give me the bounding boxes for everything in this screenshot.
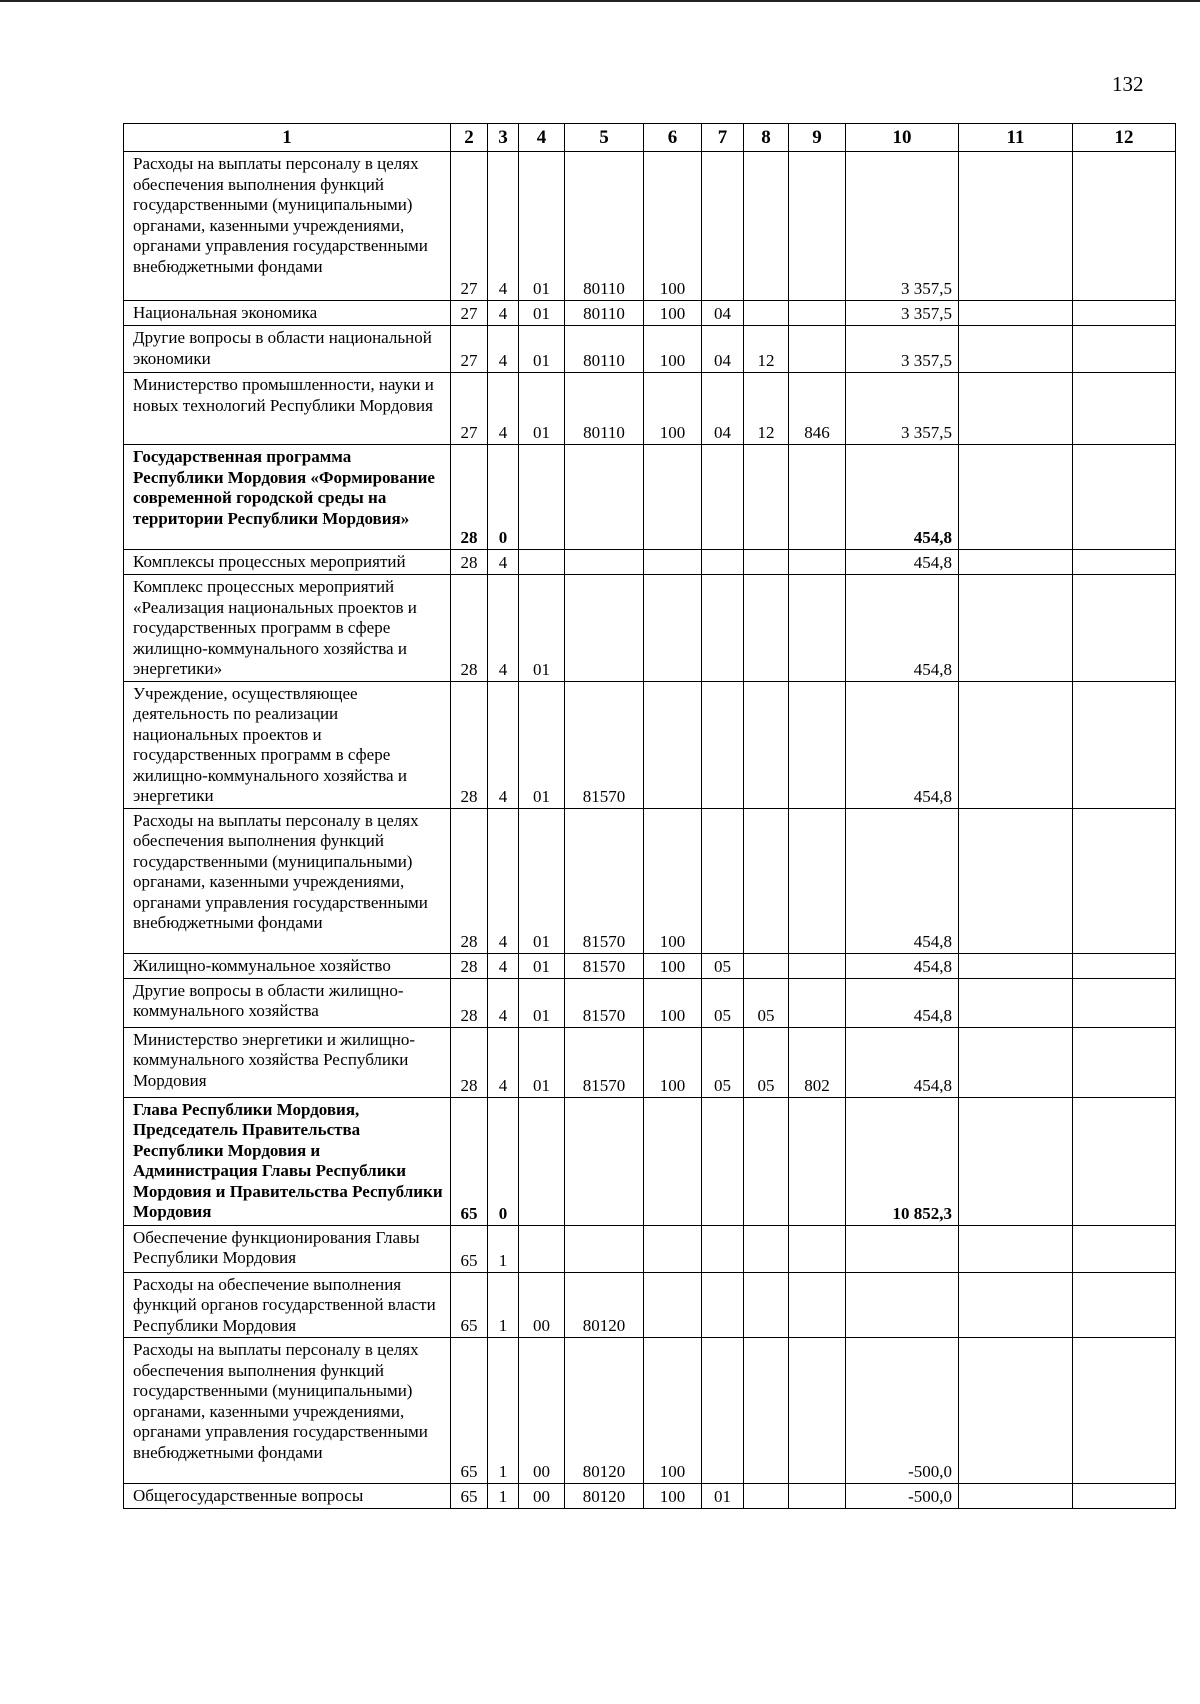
row-cell-4: 01 bbox=[519, 373, 565, 445]
row-cell-4: 00 bbox=[519, 1484, 565, 1509]
row-cell-7 bbox=[702, 681, 744, 808]
row-cell-5: 81570 bbox=[565, 1027, 644, 1097]
column-header: 10 bbox=[846, 124, 959, 152]
row-cell-9 bbox=[789, 445, 846, 550]
table-row bbox=[124, 326, 1176, 373]
row-cell-7: 05 bbox=[702, 978, 744, 1027]
column-header: 8 bbox=[744, 124, 789, 152]
row-cell-8 bbox=[744, 1272, 789, 1338]
row-cell-11 bbox=[959, 681, 1073, 808]
row-cell-3: 4 bbox=[488, 373, 519, 445]
row-cell-9 bbox=[789, 550, 846, 575]
table-row bbox=[124, 808, 1176, 953]
row-cell-8: 12 bbox=[744, 373, 789, 445]
row-cell-6 bbox=[644, 550, 702, 575]
row-cell-2: 65 bbox=[451, 1484, 488, 1509]
row-cell-11 bbox=[959, 445, 1073, 550]
row-cell-2: 28 bbox=[451, 953, 488, 978]
row-cell-2: 65 bbox=[451, 1225, 488, 1272]
row-cell-2: 28 bbox=[451, 445, 488, 550]
row-cell-8 bbox=[744, 953, 789, 978]
row-cell-2: 27 bbox=[451, 152, 488, 301]
row-cell-6: 100 bbox=[644, 301, 702, 326]
row-cell-5: 81570 bbox=[565, 978, 644, 1027]
column-header: 12 bbox=[1073, 124, 1176, 152]
table-row bbox=[124, 1225, 1176, 1272]
row-cell-10: 454,8 bbox=[846, 953, 959, 978]
row-cell-7: 04 bbox=[702, 326, 744, 373]
table-row bbox=[124, 550, 1176, 575]
row-cell-11 bbox=[959, 953, 1073, 978]
row-cell-5 bbox=[565, 1097, 644, 1225]
row-cell-12 bbox=[1073, 1484, 1176, 1509]
row-cell-7: 01 bbox=[702, 1484, 744, 1509]
row-cell-9 bbox=[789, 978, 846, 1027]
row-cell-7: 05 bbox=[702, 1027, 744, 1097]
row-cell-3: 4 bbox=[488, 301, 519, 326]
row-cell-7 bbox=[702, 445, 744, 550]
row-cell-9 bbox=[789, 1484, 846, 1509]
row-cell-11 bbox=[959, 978, 1073, 1027]
row-cell-10: 454,8 bbox=[846, 550, 959, 575]
row-cell-7: 04 bbox=[702, 373, 744, 445]
column-header: 5 bbox=[565, 124, 644, 152]
row-cell-10 bbox=[846, 1272, 959, 1338]
table-row bbox=[124, 152, 1176, 301]
row-cell-2: 65 bbox=[451, 1272, 488, 1338]
row-cell-9 bbox=[789, 152, 846, 301]
table-row bbox=[124, 1338, 1176, 1484]
row-cell-7 bbox=[702, 808, 744, 953]
row-cell-6 bbox=[644, 575, 702, 682]
row-name-cell: Учреждение, осуществляющее деятельность по реализации национальных проектов и государственных программ в сфере жилищно-коммунального хозяйства и энергетики bbox=[124, 681, 451, 808]
row-cell-4 bbox=[519, 1225, 565, 1272]
row-name-cell: Общегосударственные вопросы bbox=[124, 1484, 451, 1509]
row-cell-2: 28 bbox=[451, 550, 488, 575]
row-cell-9 bbox=[789, 1272, 846, 1338]
row-cell-2: 27 bbox=[451, 301, 488, 326]
table-row bbox=[124, 1484, 1176, 1509]
row-cell-3: 4 bbox=[488, 681, 519, 808]
row-cell-4: 01 bbox=[519, 301, 565, 326]
row-cell-12 bbox=[1073, 953, 1176, 978]
row-cell-6: 100 bbox=[644, 1484, 702, 1509]
row-cell-5: 80110 bbox=[565, 152, 644, 301]
row-cell-3: 4 bbox=[488, 1027, 519, 1097]
row-cell-5: 81570 bbox=[565, 953, 644, 978]
row-cell-10: 454,8 bbox=[846, 808, 959, 953]
row-cell-9 bbox=[789, 1338, 846, 1484]
row-cell-7 bbox=[702, 1225, 744, 1272]
row-cell-9: 802 bbox=[789, 1027, 846, 1097]
row-cell-4: 01 bbox=[519, 152, 565, 301]
row-name-cell: Министерство энергетики и жилищно-коммунального хозяйства Республики Мордовия bbox=[124, 1027, 451, 1097]
row-cell-4 bbox=[519, 1097, 565, 1225]
row-cell-10: 454,8 bbox=[846, 575, 959, 682]
row-cell-5 bbox=[565, 550, 644, 575]
row-cell-5: 80120 bbox=[565, 1484, 644, 1509]
row-cell-8: 12 bbox=[744, 326, 789, 373]
row-name-cell: Министерство промышленности, науки и новых технологий Республики Мордовия bbox=[124, 373, 451, 445]
row-name-cell: Жилищно-коммунальное хозяйство bbox=[124, 953, 451, 978]
column-header: 9 bbox=[789, 124, 846, 152]
row-cell-11 bbox=[959, 1484, 1073, 1509]
row-cell-4: 01 bbox=[519, 808, 565, 953]
table-row bbox=[124, 445, 1176, 550]
row-cell-10: 3 357,5 bbox=[846, 326, 959, 373]
row-cell-4: 01 bbox=[519, 978, 565, 1027]
row-name-cell: Расходы на выплаты персоналу в целях обеспечения выполнения функций государственными (муниципальными) органами, казенными учреждениями, органами управления государственными внебюджетными фондами bbox=[124, 1338, 451, 1484]
row-cell-3: 4 bbox=[488, 978, 519, 1027]
row-cell-5 bbox=[565, 1225, 644, 1272]
row-cell-8 bbox=[744, 808, 789, 953]
row-cell-4: 00 bbox=[519, 1338, 565, 1484]
row-cell-7: 04 bbox=[702, 301, 744, 326]
row-cell-6: 100 bbox=[644, 1338, 702, 1484]
row-cell-8 bbox=[744, 575, 789, 682]
row-cell-9 bbox=[789, 1225, 846, 1272]
table-row bbox=[124, 681, 1176, 808]
row-cell-11 bbox=[959, 326, 1073, 373]
table-row bbox=[124, 1272, 1176, 1338]
row-cell-3: 4 bbox=[488, 550, 519, 575]
row-cell-6 bbox=[644, 1272, 702, 1338]
row-cell-11 bbox=[959, 1097, 1073, 1225]
row-cell-8 bbox=[744, 301, 789, 326]
row-cell-11 bbox=[959, 373, 1073, 445]
row-name-cell: Государственная программа Республики Мордовия «Формирование современной городской среды на территории Республики Мордовия» bbox=[124, 445, 451, 550]
row-cell-4: 01 bbox=[519, 953, 565, 978]
row-cell-10: 454,8 bbox=[846, 1027, 959, 1097]
row-cell-4: 01 bbox=[519, 1027, 565, 1097]
row-cell-6: 100 bbox=[644, 953, 702, 978]
row-cell-11 bbox=[959, 550, 1073, 575]
row-cell-7 bbox=[702, 1338, 744, 1484]
row-cell-3: 4 bbox=[488, 152, 519, 301]
row-cell-3: 4 bbox=[488, 326, 519, 373]
row-cell-12 bbox=[1073, 1027, 1176, 1097]
column-header: 7 bbox=[702, 124, 744, 152]
row-cell-3: 1 bbox=[488, 1272, 519, 1338]
row-cell-6 bbox=[644, 445, 702, 550]
row-cell-9 bbox=[789, 301, 846, 326]
row-cell-2: 28 bbox=[451, 808, 488, 953]
row-cell-6: 100 bbox=[644, 1027, 702, 1097]
row-name-cell: Обеспечение функционирования Главы Республики Мордовия bbox=[124, 1225, 451, 1272]
row-cell-10: 10 852,3 bbox=[846, 1097, 959, 1225]
table-row bbox=[124, 575, 1176, 682]
row-cell-7 bbox=[702, 1272, 744, 1338]
row-cell-8 bbox=[744, 1225, 789, 1272]
row-cell-11 bbox=[959, 301, 1073, 326]
column-header: 11 bbox=[959, 124, 1073, 152]
row-cell-9 bbox=[789, 326, 846, 373]
budget-table bbox=[123, 123, 1176, 1509]
row-cell-9 bbox=[789, 1097, 846, 1225]
row-cell-5: 81570 bbox=[565, 808, 644, 953]
row-cell-8 bbox=[744, 1484, 789, 1509]
column-header: 1 bbox=[124, 124, 451, 152]
row-cell-8 bbox=[744, 152, 789, 301]
row-cell-2: 28 bbox=[451, 575, 488, 682]
row-cell-8: 05 bbox=[744, 978, 789, 1027]
row-cell-8 bbox=[744, 550, 789, 575]
table-row bbox=[124, 1027, 1176, 1097]
column-header: 3 bbox=[488, 124, 519, 152]
row-cell-3: 4 bbox=[488, 575, 519, 682]
row-cell-5: 80120 bbox=[565, 1338, 644, 1484]
row-cell-12 bbox=[1073, 373, 1176, 445]
row-cell-6: 100 bbox=[644, 152, 702, 301]
row-cell-12 bbox=[1073, 978, 1176, 1027]
row-cell-7 bbox=[702, 1097, 744, 1225]
row-cell-12 bbox=[1073, 301, 1176, 326]
row-name-cell: Расходы на выплаты персоналу в целях обеспечения выполнения функций государственными (муниципальными) органами, казенными учреждениями, органами управления государственными внебюджетными фондами bbox=[124, 808, 451, 953]
row-cell-6 bbox=[644, 681, 702, 808]
row-cell-10: 3 357,5 bbox=[846, 152, 959, 301]
row-cell-5: 80110 bbox=[565, 373, 644, 445]
row-cell-12 bbox=[1073, 1225, 1176, 1272]
row-cell-10: -500,0 bbox=[846, 1338, 959, 1484]
row-name-cell: Другие вопросы в области национальной экономики bbox=[124, 326, 451, 373]
row-cell-3: 1 bbox=[488, 1484, 519, 1509]
row-cell-11 bbox=[959, 1272, 1073, 1338]
row-cell-3: 4 bbox=[488, 808, 519, 953]
row-name-cell: Национальная экономика bbox=[124, 301, 451, 326]
row-cell-11 bbox=[959, 808, 1073, 953]
column-header: 2 bbox=[451, 124, 488, 152]
table-row bbox=[124, 301, 1176, 326]
row-cell-7: 05 bbox=[702, 953, 744, 978]
header-row bbox=[124, 124, 1176, 152]
row-cell-9 bbox=[789, 808, 846, 953]
row-cell-12 bbox=[1073, 808, 1176, 953]
row-cell-4: 01 bbox=[519, 326, 565, 373]
row-cell-4: 01 bbox=[519, 681, 565, 808]
row-cell-12 bbox=[1073, 681, 1176, 808]
row-cell-8: 05 bbox=[744, 1027, 789, 1097]
row-cell-2: 28 bbox=[451, 978, 488, 1027]
row-cell-6 bbox=[644, 1097, 702, 1225]
column-header: 4 bbox=[519, 124, 565, 152]
row-cell-10: 454,8 bbox=[846, 978, 959, 1027]
row-cell-10 bbox=[846, 1225, 959, 1272]
column-header: 6 bbox=[644, 124, 702, 152]
table-row bbox=[124, 1097, 1176, 1225]
row-cell-7 bbox=[702, 575, 744, 682]
row-cell-8 bbox=[744, 1338, 789, 1484]
row-cell-3: 0 bbox=[488, 445, 519, 550]
row-cell-12 bbox=[1073, 445, 1176, 550]
row-cell-12 bbox=[1073, 326, 1176, 373]
row-cell-7 bbox=[702, 152, 744, 301]
row-cell-10: 454,8 bbox=[846, 681, 959, 808]
row-cell-9 bbox=[789, 575, 846, 682]
row-cell-11 bbox=[959, 152, 1073, 301]
row-cell-6: 100 bbox=[644, 373, 702, 445]
row-cell-9: 846 bbox=[789, 373, 846, 445]
page-number: 132 bbox=[1112, 72, 1144, 96]
row-cell-4 bbox=[519, 445, 565, 550]
row-cell-4: 00 bbox=[519, 1272, 565, 1338]
row-cell-5: 80110 bbox=[565, 326, 644, 373]
row-cell-6: 100 bbox=[644, 978, 702, 1027]
row-cell-10: 3 357,5 bbox=[846, 373, 959, 445]
table-row bbox=[124, 953, 1176, 978]
table-row bbox=[124, 978, 1176, 1027]
row-cell-12 bbox=[1073, 575, 1176, 682]
row-cell-5: 80110 bbox=[565, 301, 644, 326]
row-cell-3: 1 bbox=[488, 1338, 519, 1484]
row-cell-10: -500,0 bbox=[846, 1484, 959, 1509]
row-cell-12 bbox=[1073, 1338, 1176, 1484]
row-cell-6 bbox=[644, 1225, 702, 1272]
row-cell-12 bbox=[1073, 550, 1176, 575]
row-cell-2: 28 bbox=[451, 681, 488, 808]
row-cell-6: 100 bbox=[644, 808, 702, 953]
row-cell-3: 0 bbox=[488, 1097, 519, 1225]
table-row bbox=[124, 373, 1176, 445]
row-cell-3: 1 bbox=[488, 1225, 519, 1272]
row-cell-11 bbox=[959, 1338, 1073, 1484]
row-cell-8 bbox=[744, 1097, 789, 1225]
row-name-cell: Глава Республики Мордовия, Председатель Правительства Республики Мордовия и Администрация Главы Республики Мордовия и Правительства Республики Мордовия bbox=[124, 1097, 451, 1225]
row-cell-6: 100 bbox=[644, 326, 702, 373]
row-cell-10: 3 357,5 bbox=[846, 301, 959, 326]
row-name-cell: Комплекс процессных мероприятий «Реализация национальных проектов и государственных программ в сфере жилищно-коммунального хозяйства и энергетики» bbox=[124, 575, 451, 682]
row-cell-5: 80120 bbox=[565, 1272, 644, 1338]
row-cell-12 bbox=[1073, 1272, 1176, 1338]
row-name-cell: Другие вопросы в области жилищно-коммунального хозяйства bbox=[124, 978, 451, 1027]
row-cell-5: 81570 bbox=[565, 681, 644, 808]
row-cell-2: 65 bbox=[451, 1097, 488, 1225]
row-cell-7 bbox=[702, 550, 744, 575]
row-cell-2: 28 bbox=[451, 1027, 488, 1097]
row-cell-5 bbox=[565, 445, 644, 550]
row-cell-11 bbox=[959, 575, 1073, 682]
row-name-cell: Расходы на выплаты персоналу в целях обеспечения выполнения функций государственными (муниципальными) органами, казенными учреждениями, органами управления государственными внебюджетными фондами bbox=[124, 152, 451, 301]
row-cell-12 bbox=[1073, 1097, 1176, 1225]
row-cell-11 bbox=[959, 1027, 1073, 1097]
row-cell-8 bbox=[744, 445, 789, 550]
row-cell-12 bbox=[1073, 152, 1176, 301]
row-name-cell: Расходы на обеспечение выполнения функций органов государственной власти Республики Мордовия bbox=[124, 1272, 451, 1338]
row-cell-5 bbox=[565, 575, 644, 682]
row-cell-2: 27 bbox=[451, 326, 488, 373]
row-cell-4: 01 bbox=[519, 575, 565, 682]
row-cell-11 bbox=[959, 1225, 1073, 1272]
row-cell-3: 4 bbox=[488, 953, 519, 978]
row-cell-4 bbox=[519, 550, 565, 575]
row-cell-2: 27 bbox=[451, 373, 488, 445]
row-cell-8 bbox=[744, 681, 789, 808]
row-cell-10: 454,8 bbox=[846, 445, 959, 550]
row-name-cell: Комплексы процессных мероприятий bbox=[124, 550, 451, 575]
row-cell-9 bbox=[789, 681, 846, 808]
row-cell-9 bbox=[789, 953, 846, 978]
row-cell-2: 65 bbox=[451, 1338, 488, 1484]
top-border-line bbox=[0, 0, 1200, 2]
